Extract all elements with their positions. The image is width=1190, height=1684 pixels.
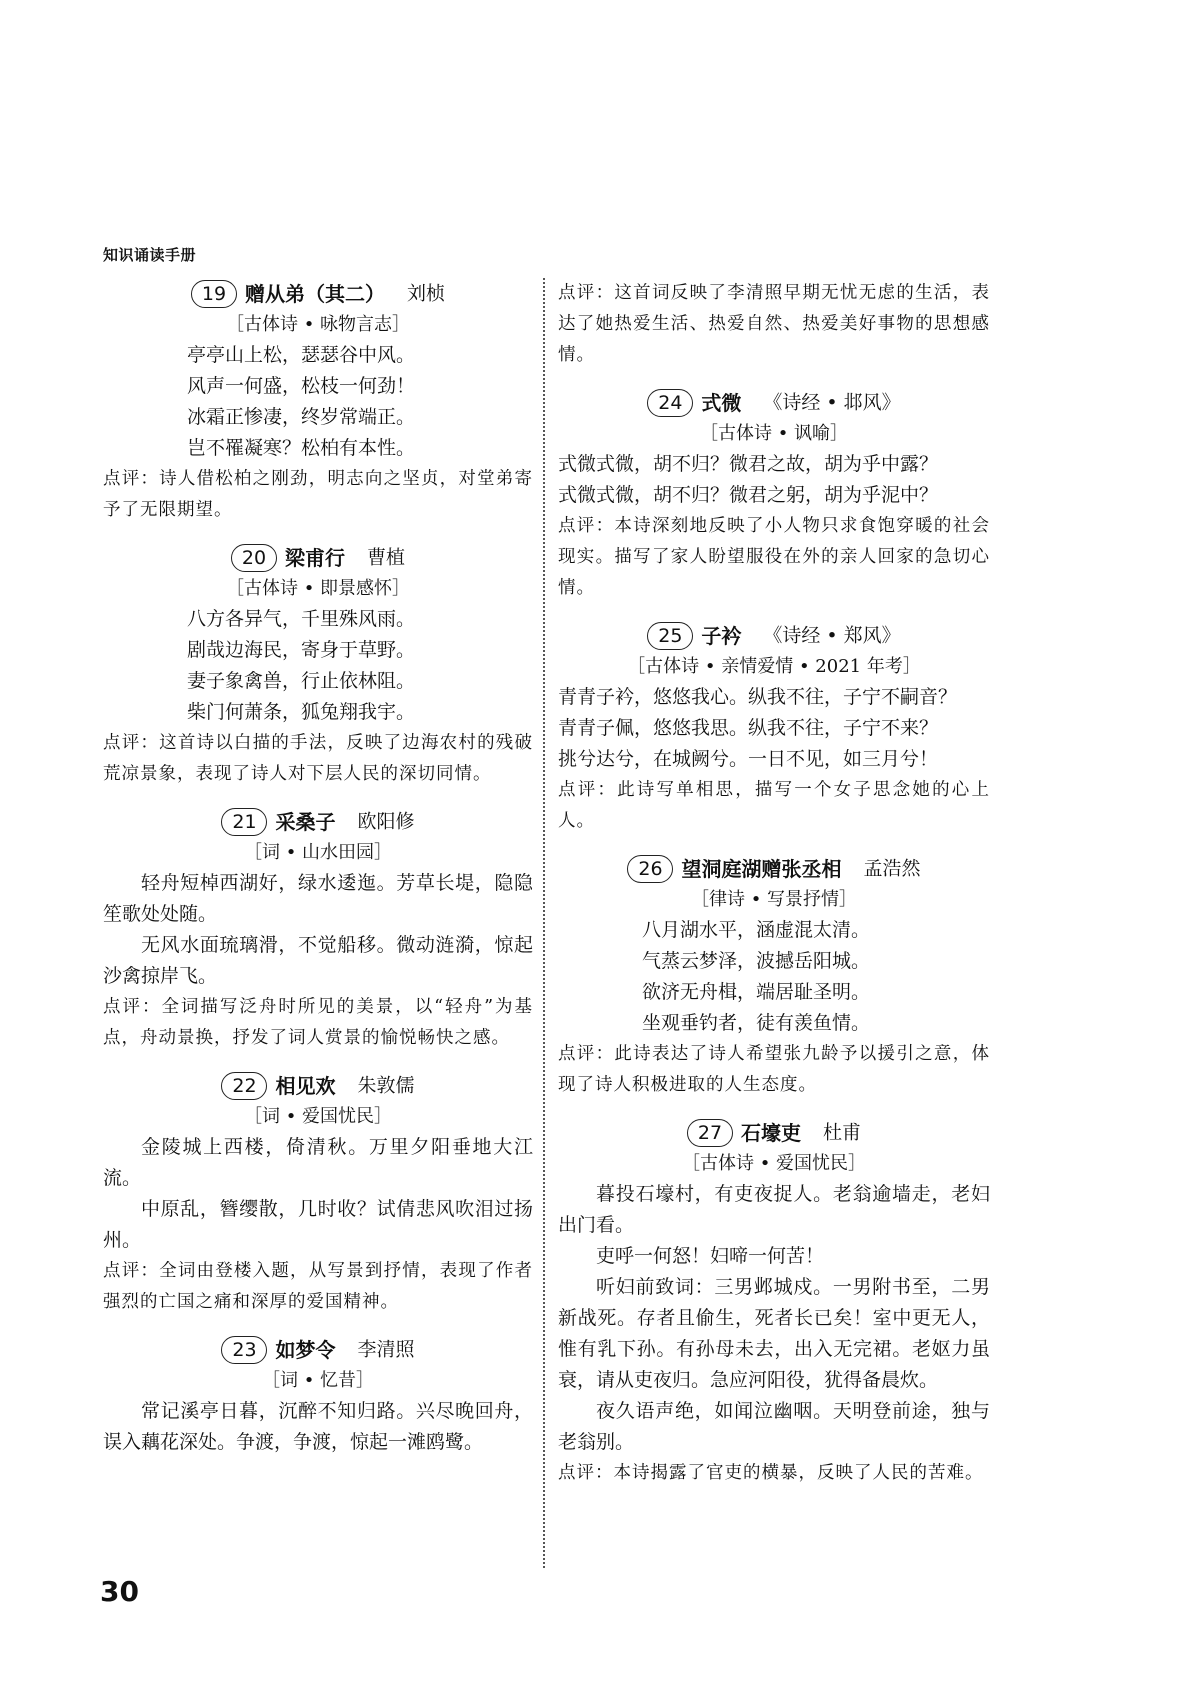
poem-27 — [558, 1117, 990, 1489]
poem-19 — [103, 278, 533, 526]
poem-line: 岂不罹凝寒？松柏有本性。 — [187, 437, 416, 459]
poem-genre-tag: ［词 • 山水田园］ — [243, 842, 393, 863]
poem-comment: 点评：全词由登楼入题，从写景到抒情，表现了作者强烈的亡国之痛和深厚的爱国精神。 — [103, 1261, 533, 1312]
poem-author: 刘桢 — [406, 282, 445, 305]
poem-line: 青青子佩，悠悠我思。纵我不往，子宁不来？ — [558, 717, 939, 739]
column-divider — [543, 278, 545, 1568]
page-number: 30 — [100, 1575, 139, 1608]
poem-number: 25 — [647, 622, 693, 650]
poem-genre-tag: ［古体诗 • 爱国忧民］ — [681, 1153, 867, 1174]
poem-number: 21 — [221, 808, 267, 836]
poem-line: 式微式微，胡不归？微君之故，胡为乎中露？ — [558, 453, 939, 475]
poem-comment: 点评：此诗写单相思，描写一个女子思念她的心上人。 — [558, 780, 990, 831]
poem-line: 剧哉边海民，寄身于草野。 — [187, 639, 416, 661]
poem-comment: 点评：全词描写泛舟时所见的美景，以“轻舟”为基点，舟动景换，抒发了词人赏景的愉悦畅快之感。 — [103, 997, 533, 1048]
poem-author: 《诗经 • 邶风》 — [763, 391, 901, 414]
poem-paragraph: 无风水面琉璃滑，不觉船移。微动涟漪，惊起沙禽掠岸飞。 — [103, 934, 533, 987]
poem-author: 杜甫 — [822, 1121, 861, 1144]
poem-title — [103, 1334, 533, 1364]
poem-number: 23 — [221, 1336, 267, 1364]
poem-paragraph: 金陵城上西楼，倚清秋。万里夕阳垂地大江流。 — [103, 1136, 533, 1189]
poem-title — [103, 542, 533, 572]
poem-author: 欧阳修 — [357, 810, 415, 833]
poem-title — [558, 620, 990, 650]
poem-title — [103, 278, 533, 308]
poem-number: 27 — [687, 1119, 733, 1147]
poem-author: 《诗经 • 郑风》 — [763, 624, 901, 647]
poem-paragraph: 轻舟短棹西湖好，绿水逶迤。芳草长堤，隐隐笙歌处处随。 — [103, 872, 533, 925]
poem-line: 亭亭山上松，瑟瑟谷中风。 — [187, 344, 416, 366]
poem-author: 孟浩然 — [863, 857, 921, 880]
poem-name: 子衿 — [701, 623, 742, 648]
poem-name: 石壕吏 — [740, 1120, 801, 1145]
poem-genre-tag: ［古体诗 • 亲情爱情 • 2021 年考］ — [627, 656, 921, 677]
poem-name: 望洞庭湖赠张丞相 — [681, 856, 842, 881]
poem-number: 19 — [191, 280, 237, 308]
poem-author: 朱敦儒 — [357, 1074, 415, 1097]
poem-name: 式微 — [701, 390, 742, 415]
poem-comment: 点评：这首诗以白描的手法，反映了边海农村的残破荒凉景象，表现了诗人对下层人民的深切同情。 — [103, 733, 533, 784]
poem-line: 八方各异气，千里殊风雨。 — [187, 608, 416, 630]
poem-genre-tag: ［古体诗 • 讽喻］ — [699, 423, 849, 444]
poem-title — [103, 1070, 533, 1100]
poem-line: 柴门何萧条，狐兔翔我宇。 — [187, 701, 416, 723]
poem-genre-tag: ［古体诗 • 即景感怀］ — [225, 578, 411, 599]
poem-line: 式微式微，胡不归？微君之躬，胡为乎泥中？ — [558, 484, 939, 506]
poem-line: 风声一何盛，松枝一何劲！ — [187, 375, 416, 397]
poem-name: 相见欢 — [275, 1073, 336, 1098]
right-column — [558, 278, 990, 1505]
poem-genre-tag: ［古体诗 • 咏物言志］ — [225, 314, 411, 335]
poem-paragraph: 常记溪亭日暮，沉醉不知归路。兴尽晚回舟，误入藕花深处。争渡，争渡，惊起一滩鸥鹭。 — [103, 1400, 533, 1453]
poem-paragraph: 吏呼一何怒！妇啼一何苦！ — [596, 1245, 825, 1267]
poem-line: 妻子象禽兽，行止依林阻。 — [187, 670, 416, 692]
poem-name: 梁甫行 — [284, 545, 345, 570]
poem-name: 采桑子 — [275, 809, 336, 834]
poem-title — [558, 853, 990, 883]
poem-comment: 点评：诗人借松柏之刚劲，明志向之坚贞，对堂弟寄予了无限期望。 — [103, 469, 533, 520]
poem-number: 20 — [231, 544, 277, 572]
poem-name: 如梦令 — [275, 1337, 336, 1362]
poem-genre-tag: ［词 • 爱国忧民］ — [243, 1106, 393, 1127]
poem-line: 八月湖水平，涵虚混太清。 — [642, 919, 871, 941]
poem-author: 李清照 — [357, 1338, 415, 1361]
poem-line: 气蒸云梦泽，波撼岳阳城。 — [642, 950, 871, 972]
poem-number: 22 — [221, 1072, 267, 1100]
poem-comment: 点评：本诗揭露了官吏的横暴，反映了人民的苦难。 — [558, 1463, 984, 1483]
poem-genre-tag: ［律诗 • 写景抒情］ — [690, 889, 858, 910]
poem-genre-tag: ［词 • 忆昔］ — [261, 1370, 375, 1391]
poem-comment-continued: 点评：这首词反映了李清照早期无忧无虑的生活，表达了她热爱生活、热爱自然、热爱美好事物的思想感情。 — [558, 283, 990, 365]
poem-line: 挑兮达兮，在城阙兮。一日不见，如三月兮！ — [558, 748, 939, 770]
poem-line: 坐观垂钓者，徒有羡鱼情。 — [642, 1012, 871, 1034]
left-column — [103, 278, 533, 1474]
poem-line: 冰霜正惨凄，终岁常端正。 — [187, 406, 416, 428]
poem-paragraph: 夜久语声绝，如闻泣幽咽。天明登前途，独与老翁别。 — [558, 1400, 990, 1453]
poem-22 — [103, 1070, 533, 1318]
poem-23 — [103, 1334, 533, 1458]
poem-name: 赠从弟（其二） — [244, 281, 385, 306]
poem-author: 曹植 — [366, 546, 405, 569]
poem-title — [558, 1117, 990, 1147]
poem-title — [558, 387, 990, 417]
poem-number: 24 — [647, 389, 693, 417]
book-header: 知识诵读手册 — [103, 246, 197, 264]
poem-comment: 点评：此诗表达了诗人希望张九龄予以援引之意，体现了诗人积极进取的人生态度。 — [558, 1044, 990, 1095]
poem-24 — [558, 387, 990, 604]
poem-comment: 点评：本诗深刻地反映了小人物只求食饱穿暖的社会现实。描写了家人盼望服役在外的亲人回家的急切心情。 — [558, 516, 990, 598]
poem-line: 青青子衿，悠悠我心。纵我不往，子宁不嗣音？ — [558, 686, 958, 708]
poem-25 — [558, 620, 990, 837]
poem-number: 26 — [627, 855, 673, 883]
poem-title — [103, 806, 533, 836]
poem-21 — [103, 806, 533, 1054]
poem-20 — [103, 542, 533, 790]
poem-paragraph: 中原乱，簪缨散，几时收？试倩悲风吹泪过扬州。 — [103, 1198, 533, 1251]
poem-paragraph: 暮投石壕村，有吏夜捉人。老翁逾墙走，老妇出门看。 — [558, 1183, 990, 1236]
poem-26 — [558, 853, 990, 1101]
poem-paragraph: 听妇前致词：三男邺城戍。一男附书至，二男新战死。存者且偷生，死者长已矣！室中更无人，惟有乳下孙。有孙母未去，出入无完裙。老妪力虽衰，请从吏夜归。急应河阳役，犹得备晨炊。 — [558, 1276, 990, 1391]
poem-line: 欲济无舟楫，端居耻圣明。 — [642, 981, 871, 1003]
